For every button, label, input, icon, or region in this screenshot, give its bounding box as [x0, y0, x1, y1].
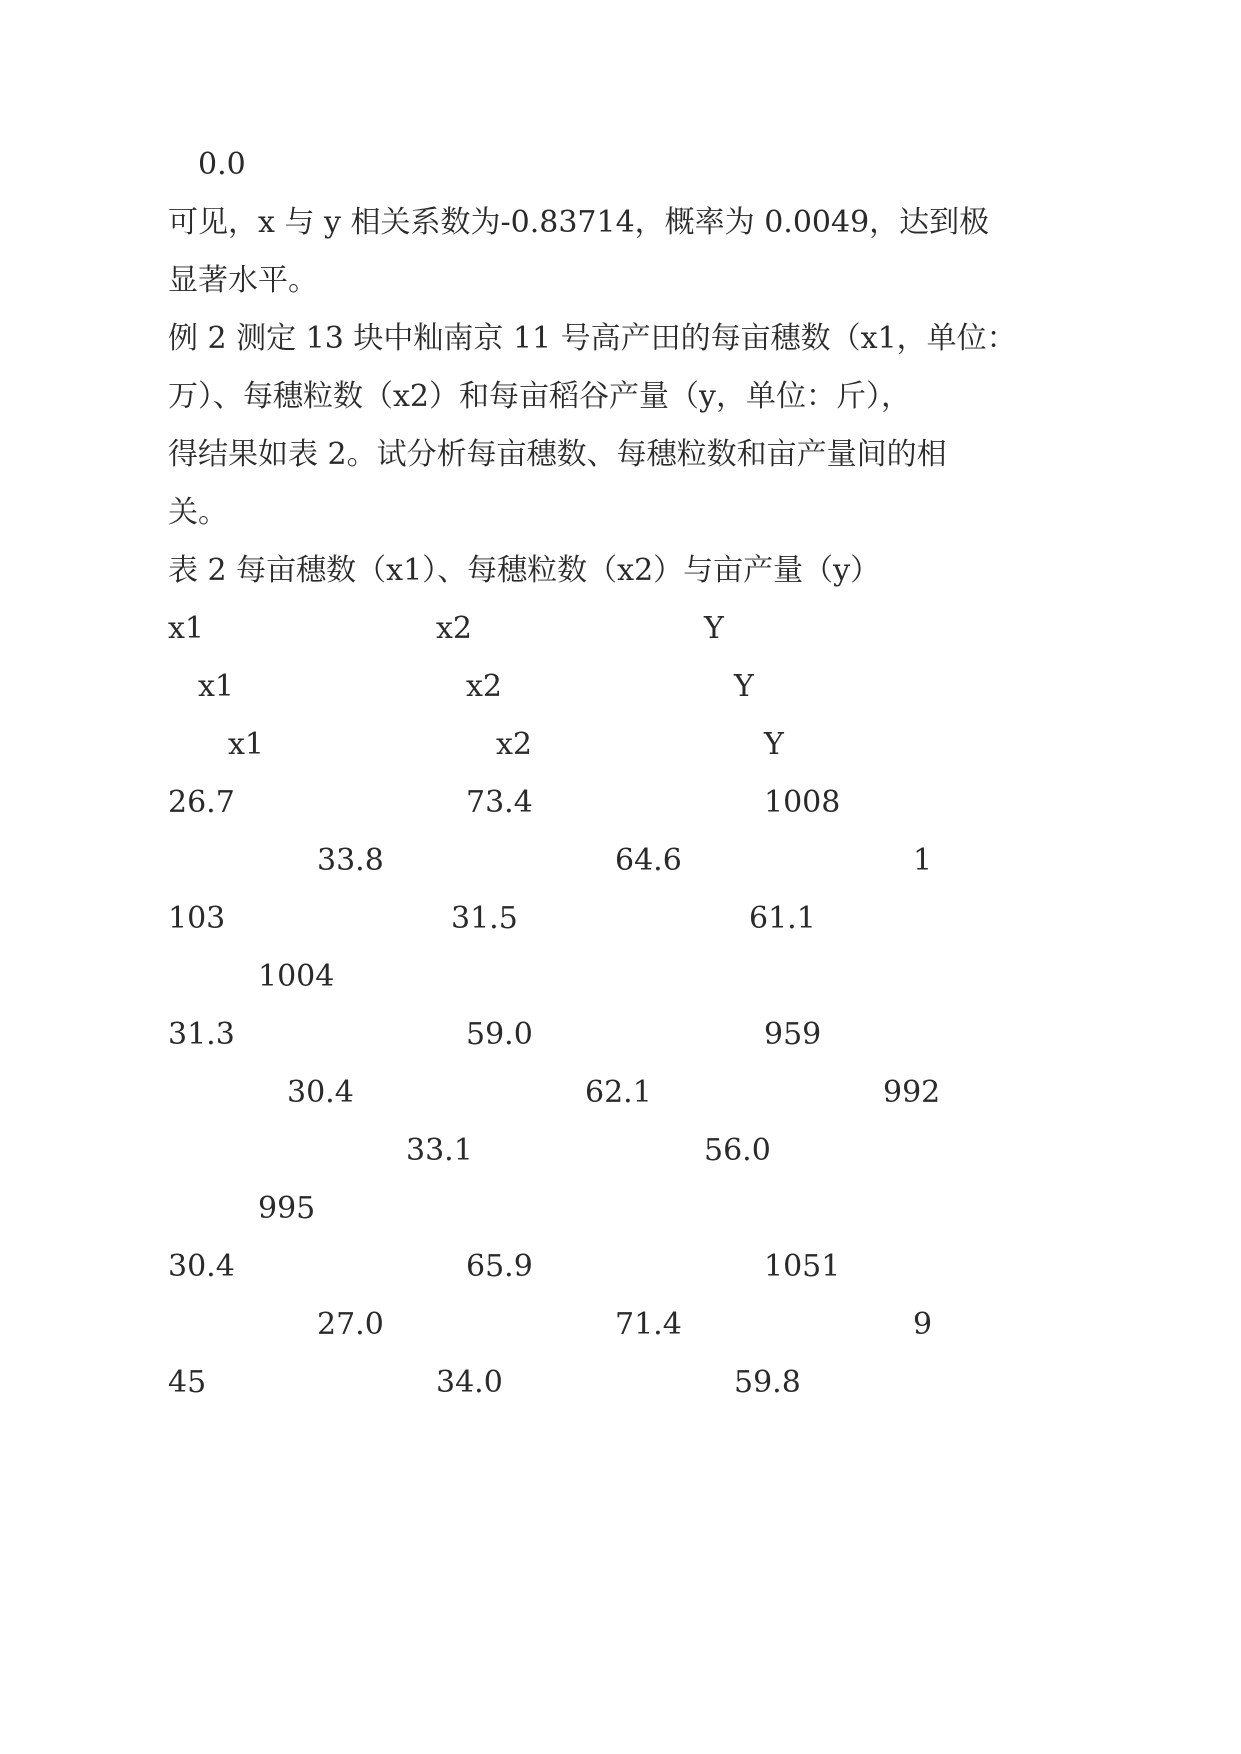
table-header-x1: x1	[198, 669, 235, 704]
table-cell: 59.8	[734, 1365, 801, 1400]
table-cell: 73.4	[466, 785, 533, 820]
table-header-x2: x2	[496, 727, 533, 762]
table-cell: 71.4	[615, 1307, 682, 1342]
table-cell: 1008	[764, 785, 841, 820]
table-header-x1: x1	[228, 727, 265, 762]
text-line-2: 可见，x 与 y 相关系数为-0.83714，概率为 0.0049，达到极	[168, 205, 990, 240]
table-header-x1: x1	[168, 611, 205, 646]
table-header-y: Y	[734, 669, 754, 704]
table-cell: 65.9	[466, 1249, 533, 1284]
table-cell: 62.1	[585, 1075, 652, 1110]
table-cell: 1051	[764, 1249, 841, 1284]
table-cell: 26.7	[168, 785, 235, 820]
text-line-6: 得结果如表 2。试分析每亩穗数、每穗粒数和亩产量间的相	[168, 437, 947, 472]
text-line-4: 例 2 测定 13 块中籼南京 11 号高产田的每亩穗数（x1，单位：	[168, 321, 1017, 356]
table-cell: 959	[764, 1017, 822, 1052]
table-cell: 56.0	[704, 1133, 771, 1168]
table-cell: 1004	[258, 959, 335, 994]
table-header-y: Y	[764, 727, 784, 762]
table-cell: 33.1	[406, 1133, 473, 1168]
table-cell: 33.8	[317, 843, 384, 878]
table-cell: 31.3	[168, 1017, 235, 1052]
table-cell: 9	[913, 1307, 933, 1342]
table-cell: 1	[913, 843, 933, 878]
table-cell: 995	[258, 1191, 316, 1226]
text-line-1: 0.0	[198, 147, 246, 182]
text-line-3: 显著水平。	[168, 263, 318, 298]
table-header-x2: x2	[436, 611, 473, 646]
table-cell: 30.4	[168, 1249, 235, 1284]
table-cell: 59.0	[466, 1017, 533, 1052]
table-cell: 31.5	[451, 901, 518, 936]
table-cell: 45	[168, 1365, 207, 1400]
table-cell: 34.0	[436, 1365, 503, 1400]
text-line-7: 关。	[168, 495, 228, 530]
table-cell: 27.0	[317, 1307, 384, 1342]
text-line-5: 万）、每穗粒数（x2）和每亩稻谷产量（y，单位：斤），	[168, 379, 911, 414]
table-header-y: Y	[704, 611, 724, 646]
table-cell: 30.4	[287, 1075, 354, 1110]
table-cell: 103	[168, 901, 226, 936]
table-cell: 61.1	[749, 901, 816, 936]
table-cell: 64.6	[615, 843, 682, 878]
table-caption: 表 2 每亩穗数（x1）、每穗粒数（x2）与亩产量（y）	[168, 553, 881, 588]
table-cell: 992	[883, 1075, 941, 1110]
table-header-x2: x2	[466, 669, 503, 704]
